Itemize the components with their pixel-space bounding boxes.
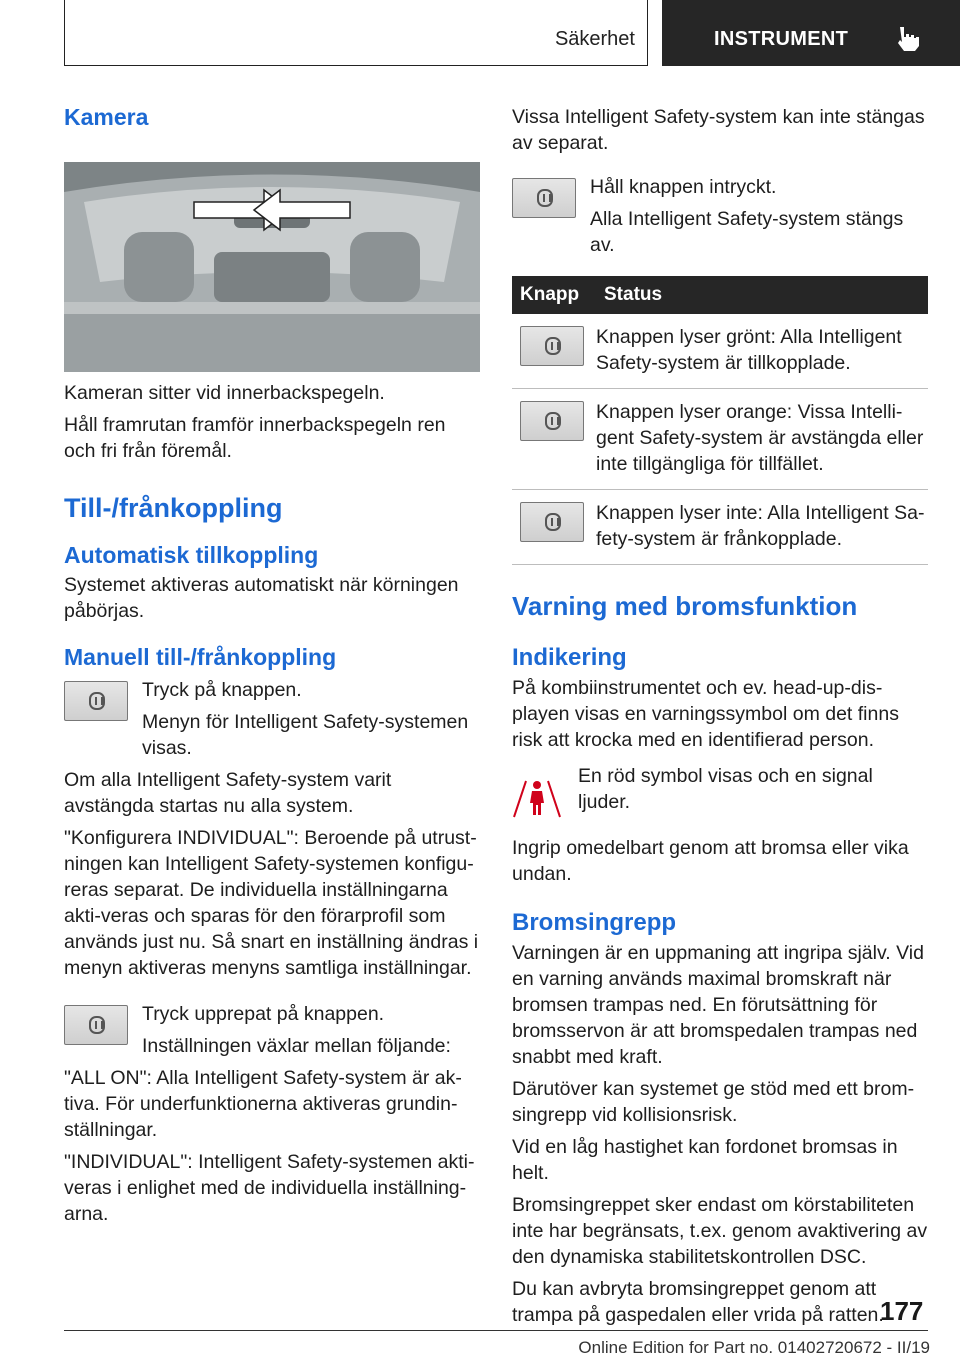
warning-heading: Varning med bromsfunktion	[512, 591, 858, 621]
manual-step2-text: Menyn för Intelligent Safety-systemen visas.	[142, 711, 469, 760]
header-chapter-box	[662, 0, 960, 66]
brake-text-5: Du kan avbryta bromsingreppet genom att trampa på gaspedalen eller vrida på ratten.	[512, 1277, 884, 1326]
red-symbol-row	[512, 763, 928, 829]
safety-button-icon	[64, 681, 128, 721]
safety-button-icon	[512, 178, 576, 218]
repeat-step-row	[64, 1001, 480, 1059]
intro-text: Vissa Intelligent Safety-system kan inte stängas av separat.	[512, 106, 925, 154]
table-cell-status: Knappen lyser grönt: Alla Intelligent Safety-system är tillkopplade.	[596, 314, 928, 389]
auto-text: Systemet aktiveras automatiskt när körningen påbörjas.	[64, 573, 459, 622]
pedestrian-warning-icon	[512, 773, 562, 819]
table-cell-status: Knappen lyser orange: Vissa Intelli-gent Safety-system är avstängda eller inte tillgängliga för tillfället.	[596, 389, 928, 490]
table-header-button: Knapp	[512, 276, 596, 314]
footer-edition: Online Edition for Part no. 01402720672 - II/19	[578, 1338, 930, 1357]
table-header-row	[512, 276, 928, 314]
hold-step1-text: Håll knappen intryckt.	[590, 176, 777, 198]
brake-heading: Bromsingrepp	[512, 908, 677, 936]
footer-divider	[64, 1330, 928, 1331]
individual-text: "INDIVIDUAL": Intelligent Safety-systemen akti-veras i enlighet med de individuella inställning-arna.	[64, 1151, 475, 1226]
table-row	[512, 389, 928, 490]
hold-step2-text: Alla Intelligent Safety-system stängs av.	[590, 208, 904, 256]
manual-configure-text: "Konfigurera INDIVIDUAL": Beroende på utrust-ningen kan Intelligent Safety-systemen konfigu-reras separat. De individuella inställningarna akti-veras och sparas för den förarprofil som används just nu. Så snart en inställning ändras i menyn aktiveras menyns samtliga inställningar.	[64, 827, 479, 980]
indication-text: På kombiinstrumentet och ev. head-up-dis-playen visas en varningssymbol om det finns risk att krocka med en identifierad person.	[512, 676, 899, 751]
manual-heading: Manuell till-/frånkoppling	[64, 643, 337, 670]
camera-image	[64, 162, 480, 372]
brake-text-1: Varningen är en uppmaning att ingripa själv. Vid en varning används maximal bromskraft när bromsen trampas ned. En förutsättning för bromsservon är att bromspedalen trampas ned snabbt med kraft.	[512, 941, 924, 1068]
manual-step1-text: Tryck på knappen.	[142, 679, 302, 702]
toggle-heading: Till-/frånkoppling	[64, 492, 283, 523]
header-section-title: Säkerhet	[554, 28, 635, 50]
indication-heading: Indikering	[512, 644, 627, 672]
all-on-text: "ALL ON": Alla Intelligent Safety-system är ak-tiva. För underfunktionerna aktiveras grundin-ställningar.	[64, 1067, 462, 1142]
header-chapter-title: INSTRUMENT	[714, 28, 849, 50]
repeat-step1-text: Tryck upprepat på knappen.	[142, 1003, 385, 1026]
table-header-status: Status	[596, 276, 928, 314]
safety-button-icon	[64, 1005, 128, 1045]
hold-step-row	[512, 174, 928, 258]
safety-button-off-icon	[520, 502, 584, 542]
red-symbol-text: En röd symbol visas och en signal ljuder.	[578, 764, 873, 813]
brake-text-2: Därutöver kan systemet ge stöd med ett brom-singrepp vid kollisionsrisk.	[512, 1077, 915, 1126]
table-row	[512, 314, 928, 389]
repeat-step2-text: Inställningen växlar mellan följande:	[142, 1035, 451, 1058]
manual-all-off-text: Om alla Intelligent Safety-system varit avstängda startas nu alla system.	[64, 769, 392, 818]
camera-heading: Kamera	[64, 104, 149, 130]
table-row	[512, 490, 928, 565]
camera-location-text: Kameran sitter vid innerbackspegeln.	[64, 381, 385, 404]
page-number: 177	[880, 1296, 924, 1326]
right-column	[512, 96, 928, 1328]
pointing-hand-icon	[894, 24, 922, 52]
camera-clean-text: Håll framrutan framför innerbackspegeln ren och fri från föremål.	[64, 413, 446, 462]
left-column	[64, 96, 480, 1227]
safety-button-green-icon	[520, 326, 584, 366]
header-section-box	[64, 0, 648, 66]
safety-button-orange-icon	[520, 401, 584, 441]
manual-step-row	[64, 677, 480, 761]
car-interior-illustration	[64, 162, 480, 372]
intervene-text: Ingrip omedelbart genom att bromsa eller vika undan.	[512, 836, 909, 885]
table-cell-status: Knappen lyser inte: Alla Intelligent Sa-fety-system är frånkopplade.	[596, 490, 928, 565]
auto-heading: Automatisk tillkoppling	[64, 541, 319, 568]
brake-text-3: Vid en låg hastighet kan fordonet bromsas in helt.	[512, 1135, 898, 1184]
brake-text-4: Bromsingreppet sker endast om körstabiliteten inte har begränsats, t.ex. genom avaktivering av den dynamiska stabilitetskontrollen DSC.	[512, 1193, 928, 1268]
button-status-table	[512, 276, 928, 565]
